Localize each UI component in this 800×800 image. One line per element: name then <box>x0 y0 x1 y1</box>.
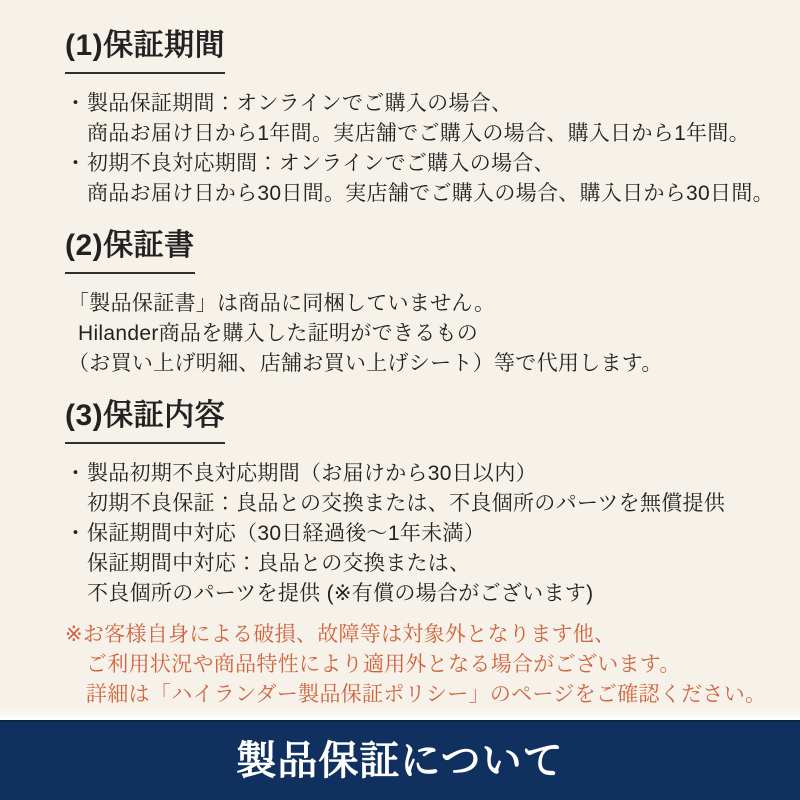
section-warranty-coverage-body <box>65 459 780 609</box>
certificate-line: （お買い上げ明細、店舗お買い上げシート）等で代用します。 <box>68 352 663 375</box>
warranty-period-item-continuation: 商品お届け日から1年間。実店舗でご購入の場合、購入日から1年間。 <box>87 122 750 145</box>
coverage-in-period-item <box>65 519 780 549</box>
section-warranty-certificate <box>65 228 780 379</box>
warranty-period-item <box>65 89 780 119</box>
footer-divider <box>0 711 800 720</box>
disclaimer-line: 詳細は「ハイランダー製品保証ポリシー」のページをご確認ください。 <box>86 683 767 706</box>
certificate-line: Hilander商品を購入した証明ができるもの <box>78 322 479 345</box>
page-title: 製品保証について <box>236 739 564 783</box>
bullet-glyph: ・ <box>65 92 87 115</box>
bullet-glyph: ・ <box>65 462 87 485</box>
disclaimer-line: ご利用状況や商品特性により適用外となる場合がございます。 <box>86 653 681 676</box>
section-warranty-coverage-title: (3)保証内容 <box>65 398 225 444</box>
section-warranty-period-body <box>65 89 780 209</box>
coverage-initial-defect-item-text: 製品初期不良対応期間（お届けから30日以内） <box>87 462 537 485</box>
coverage-in-period-item-text: 保証期間中対応（30日経過後～1年未満） <box>87 522 486 545</box>
section-warranty-period-title: (1)保証期間 <box>65 28 225 74</box>
section-warranty-certificate-title: (2)保証書 <box>65 228 195 274</box>
disclaimer-line: ※お客様自身による破損、故障等は対象外となります他、 <box>65 623 616 646</box>
initial-defect-period-item <box>65 149 780 179</box>
coverage-initial-defect-item <box>65 459 780 489</box>
coverage-initial-defect-detail: 初期不良保証：良品との交換または、不良個所のパーツを無償提供 <box>87 492 726 515</box>
certificate-line: 「製品保証書」は商品に同梱していません。 <box>68 292 496 315</box>
section-warranty-certificate-body <box>65 289 780 379</box>
coverage-in-period-detail-continuation: 不良個所のパーツを提供 (※有償の場合がございます) <box>87 582 594 605</box>
bullet-glyph: ・ <box>65 522 87 545</box>
coverage-in-period-detail: 保証期間中対応：良品との交換または、 <box>87 552 471 575</box>
initial-defect-period-item-text: 初期不良対応期間：オンラインでご購入の場合、 <box>87 152 555 175</box>
section-warranty-period <box>65 28 780 209</box>
bullet-glyph: ・ <box>65 152 87 175</box>
initial-defect-period-continuation: 商品お届け日から30日間。実店舗でご購入の場合、購入日から30日間。 <box>87 182 774 205</box>
warranty-period-item-text: 製品保証期間：オンラインでご購入の場合、 <box>87 92 513 115</box>
section-warranty-coverage <box>65 398 780 609</box>
footer-banner <box>0 720 800 800</box>
disclaimer-note <box>65 620 780 710</box>
